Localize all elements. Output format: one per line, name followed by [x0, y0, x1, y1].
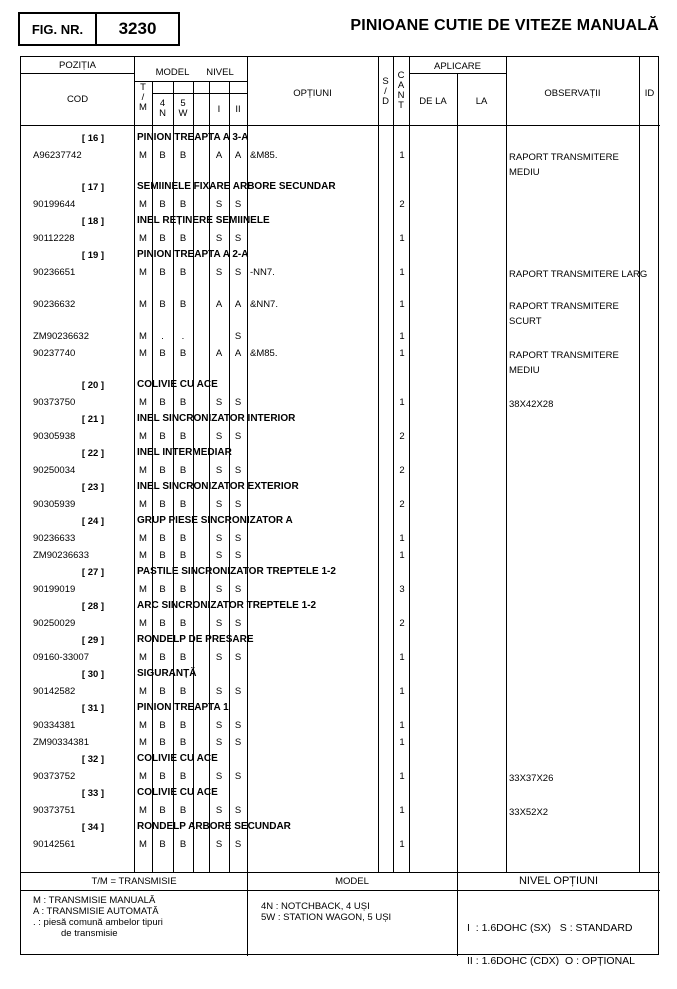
cell-model-5w: B [179, 720, 187, 731]
legend-model-title: MODEL [335, 876, 369, 887]
col-cod: COD [66, 94, 89, 105]
col-pozitia: POZIȚIA [59, 60, 96, 71]
cell-nivel-i: S [215, 199, 223, 210]
cell-quantity: 1 [399, 720, 405, 731]
cell-model-4n: B [159, 805, 166, 816]
table-row [21, 495, 658, 512]
cell-transmission: M [139, 771, 147, 782]
cell-model-5w: B [179, 771, 187, 782]
position-number: [ 19 ] [81, 250, 105, 261]
cell-quantity: 1 [399, 299, 405, 310]
part-description: COLIVIE CU ACE [137, 753, 218, 764]
cell-quantity: 1 [399, 331, 405, 342]
col-nivel: NIVEL [206, 67, 234, 78]
col-de-la: DE LA [419, 96, 447, 107]
cell-transmission: M [139, 431, 147, 442]
cell-nivel-i: S [215, 499, 223, 510]
cell-quantity: 1 [399, 686, 405, 697]
cell-model-4n: B [159, 686, 166, 697]
cell-transmission: M [139, 533, 147, 544]
cell-model-4n: . [161, 331, 164, 342]
cell-quantity: 1 [399, 771, 405, 782]
col-cant: C A N T [397, 70, 405, 111]
table-row [21, 295, 658, 327]
part-code: 90334381 [33, 720, 76, 731]
cell-observations: 38X42X28 [509, 399, 554, 410]
table-row-position [21, 784, 658, 801]
part-description: PASTILE SINCRONIZATOR TREPTELE 1-2 [137, 566, 336, 577]
cell-observations: RAPORT TRANSMITERE LARG [509, 269, 648, 280]
position-number: [ 33 ] [81, 788, 105, 799]
cell-transmission: M [139, 267, 147, 278]
cell-transmission: M [139, 233, 147, 244]
cell-model-5w: B [179, 299, 187, 310]
cell-model-4n: B [159, 150, 166, 161]
cell-model-4n: B [159, 652, 166, 663]
cell-model-5w: B [179, 267, 187, 278]
part-description: RONDELP DE PRESARE [137, 634, 254, 645]
cell-transmission: M [139, 199, 147, 210]
col-aplicare: APLICARE [434, 61, 481, 72]
page-title: PINIOANE CUTIE DE VITEZE MANUALĂ [350, 17, 659, 34]
table-row [21, 733, 658, 750]
cell-quantity: 1 [399, 267, 405, 278]
table-row-position [21, 478, 658, 495]
table-row-position [21, 699, 658, 716]
table-row-position [21, 212, 658, 229]
cell-nivel-i: A [215, 299, 223, 310]
part-description: COLIVIE CU ACE [137, 379, 218, 390]
cell-nivel-ii: A [234, 299, 242, 310]
cell-nivel-ii: S [234, 199, 242, 210]
cell-transmission: M [139, 397, 147, 408]
table-row [21, 229, 658, 246]
position-number: [ 17 ] [81, 182, 105, 193]
part-code: 90250029 [33, 618, 76, 629]
cell-quantity: 1 [399, 397, 405, 408]
part-code: 90373750 [33, 397, 76, 408]
cell-options: -NN7. [250, 267, 275, 278]
cell-nivel-ii: S [234, 465, 242, 476]
cell-nivel-ii: S [234, 397, 242, 408]
position-number: [ 29 ] [81, 635, 105, 646]
figure-number-box [18, 12, 180, 46]
part-code: 90305939 [33, 499, 76, 510]
cell-nivel-ii: S [234, 431, 242, 442]
cell-model-5w: B [179, 199, 187, 210]
part-code: ZM90334381 [33, 737, 89, 748]
figure-number: 3230 [118, 19, 157, 38]
cell-model-5w: B [179, 805, 187, 816]
table-row-position [21, 597, 658, 614]
table-row-position [21, 512, 658, 529]
cell-model-4n: B [159, 550, 166, 561]
cell-model-4n: B [159, 839, 166, 850]
col-id: ID [644, 88, 655, 99]
cell-model-5w: B [179, 499, 187, 510]
part-description: INEL REȚINERE SEMIINELE [137, 215, 270, 226]
part-code: 09160-33007 [33, 652, 89, 663]
table-row-position [21, 563, 658, 580]
part-description: RONDELP ARBORE SECUNDAR [137, 821, 291, 832]
cell-model-4n: B [159, 618, 166, 629]
cell-options: &M85. [250, 348, 278, 359]
cell-transmission: M [139, 465, 147, 476]
col-model-4n: 4 N [159, 98, 166, 119]
cell-nivel-ii: S [234, 533, 242, 544]
table-row [21, 427, 658, 444]
cell-quantity: 2 [399, 465, 405, 476]
cell-quantity: 1 [399, 150, 405, 161]
col-model-5w: 5 W [178, 98, 188, 119]
table-row [21, 682, 658, 699]
cell-model-4n: B [159, 431, 166, 442]
col-nivel-i: I [217, 104, 221, 115]
cell-model-4n: B [159, 499, 166, 510]
cell-nivel-i: A [215, 348, 223, 359]
part-description: ARC SINCRONIZATOR TREPTELE 1-2 [137, 600, 317, 611]
position-number: [ 23 ] [81, 482, 105, 493]
part-description: GRUP PIESE SINCRONIZATOR A [137, 515, 293, 526]
table-row [21, 716, 658, 733]
cell-nivel-i: S [215, 533, 223, 544]
cell-transmission: M [139, 737, 147, 748]
cell-model-5w: B [179, 533, 187, 544]
cell-model-5w: B [179, 431, 187, 442]
part-code: 90250034 [33, 465, 76, 476]
table-row-position [21, 129, 658, 146]
table-row [21, 767, 658, 784]
cell-nivel-i: S [215, 805, 223, 816]
cell-nivel-i: S [215, 720, 223, 731]
part-code: 90199644 [33, 199, 76, 210]
position-number: [ 21 ] [81, 414, 105, 425]
table-row [21, 529, 658, 546]
cell-options: &NN7. [250, 299, 278, 310]
part-description: PINION TREAPTA 1 [137, 702, 229, 713]
table-row-position [21, 376, 658, 393]
cell-nivel-ii: S [234, 618, 242, 629]
cell-model-4n: B [159, 720, 166, 731]
table-row [21, 146, 658, 178]
cell-model-5w: B [179, 150, 187, 161]
table-row [21, 648, 658, 665]
part-description: INEL SINCRONIZATOR INTERIOR [137, 413, 296, 424]
part-code: 90142582 [33, 686, 76, 697]
cell-nivel-ii: S [234, 331, 242, 342]
cell-quantity: 1 [399, 550, 405, 561]
part-description: PINION TREAPTA A 2-A [137, 249, 249, 260]
legend-tm-lines: M : TRANSMISIE MANUALĂ A : TRANSMISIE AUTOMATĂ . : piesă comună ambelor tipuri de transmisie [33, 895, 163, 939]
cell-nivel-i: S [215, 550, 223, 561]
cell-model-5w: B [179, 618, 187, 629]
part-code: ZM90236632 [33, 331, 89, 342]
cell-transmission: M [139, 299, 147, 310]
table-row-position [21, 665, 658, 682]
cell-observations: RAPORT TRANSMITERE MEDIU [509, 350, 619, 376]
part-code: 90236633 [33, 533, 76, 544]
position-number: [ 24 ] [81, 516, 105, 527]
cell-model-5w: B [179, 465, 187, 476]
figure-label: FIG. NR. [20, 14, 97, 44]
table-row [21, 344, 658, 376]
cell-transmission: M [139, 499, 147, 510]
table-row [21, 195, 658, 212]
cell-nivel-i: S [215, 618, 223, 629]
cell-transmission: M [139, 805, 147, 816]
position-number: [ 20 ] [81, 380, 105, 391]
cell-quantity: 1 [399, 348, 405, 359]
legend-nivel-lines: I : 1.6DOHC (SX) S : STANDARD II : 1.6DOHC (CDX) O : OPȚIONAL [467, 922, 636, 967]
cell-model-4n: B [159, 348, 166, 359]
position-number: [ 34 ] [81, 822, 105, 833]
legend-tm-title: T/M = TRANSMISIE [91, 876, 177, 887]
part-code: A96237742 [33, 150, 82, 161]
cell-quantity: 1 [399, 805, 405, 816]
cell-nivel-ii: A [234, 150, 242, 161]
part-description: INEL SINCRONIZATOR EXTERIOR [137, 481, 299, 492]
part-code: 90237740 [33, 348, 76, 359]
cell-transmission: M [139, 150, 147, 161]
position-number: [ 28 ] [81, 601, 105, 612]
cell-nivel-i: S [215, 771, 223, 782]
cell-model-4n: B [159, 771, 166, 782]
cell-nivel-i: S [215, 267, 223, 278]
table-row-position [21, 631, 658, 648]
cell-nivel-ii: S [234, 584, 242, 595]
cell-model-4n: B [159, 267, 166, 278]
table-row-position [21, 750, 658, 767]
position-number: [ 30 ] [81, 669, 105, 680]
cell-observations: RAPORT TRANSMITERE MEDIU [509, 152, 619, 178]
parts-table [20, 56, 659, 967]
table-row-position [21, 818, 658, 835]
cell-nivel-i: S [215, 686, 223, 697]
position-number: [ 18 ] [81, 216, 105, 227]
position-number: [ 31 ] [81, 703, 105, 714]
cell-nivel-ii: S [234, 771, 242, 782]
col-sd: S / D [382, 76, 389, 107]
table-row [21, 327, 658, 344]
cell-model-4n: B [159, 199, 166, 210]
part-code: 90112228 [33, 233, 75, 244]
part-code: 90373752 [33, 771, 76, 782]
cell-quantity: 1 [399, 839, 405, 850]
cell-observations: RAPORT TRANSMITERE SCURT [509, 301, 619, 327]
cell-model-5w: B [179, 233, 187, 244]
cell-quantity: 3 [399, 584, 405, 595]
cell-transmission: M [139, 550, 147, 561]
part-description: INEL INTERMEDIAR [137, 447, 232, 458]
col-optiuni: OPȚIUNI [293, 88, 332, 99]
cell-observations: 33X37X26 [509, 773, 554, 784]
part-code: 90236651 [33, 267, 76, 278]
table-row [21, 835, 658, 852]
cell-nivel-ii: S [234, 233, 242, 244]
cell-model-5w: B [179, 686, 187, 697]
cell-model-5w: B [179, 839, 187, 850]
legend-model-lines: 4N : NOTCHBACK, 4 UȘI 5W : STATION WAGON, 5 UȘI [261, 901, 392, 923]
cell-model-4n: B [159, 299, 166, 310]
position-number: [ 32 ] [81, 754, 105, 765]
cell-quantity: 1 [399, 533, 405, 544]
cell-model-4n: B [159, 533, 166, 544]
table-row [21, 461, 658, 478]
col-model: MODEL [155, 67, 190, 78]
part-code: 90142561 [33, 839, 76, 850]
col-observatii: OBSERVAȚII [544, 88, 601, 99]
position-number: [ 27 ] [81, 567, 105, 578]
part-description: SEMIINELE FIXARE ARBORE SECUNDAR [137, 181, 336, 192]
cell-model-4n: B [159, 397, 166, 408]
cell-transmission: M [139, 618, 147, 629]
cell-model-4n: B [159, 584, 166, 595]
col-nivel-ii: II [235, 104, 241, 115]
part-code: 90373751 [33, 805, 76, 816]
cell-model-5w: B [179, 397, 187, 408]
cell-model-5w: B [179, 348, 187, 359]
cell-nivel-ii: S [234, 805, 242, 816]
cell-nivel-i: S [215, 465, 223, 476]
cell-nivel-ii: S [234, 720, 242, 731]
cell-model-4n: B [159, 465, 166, 476]
cell-nivel-i: S [215, 397, 223, 408]
table-row [21, 393, 658, 410]
cell-nivel-ii: S [234, 499, 242, 510]
cell-model-5w: B [179, 550, 187, 561]
cell-quantity: 2 [399, 618, 405, 629]
cell-nivel-i: S [215, 233, 223, 244]
cell-quantity: 1 [399, 233, 405, 244]
cell-transmission: M [139, 584, 147, 595]
cell-model-4n: B [159, 737, 166, 748]
cell-transmission: M [139, 686, 147, 697]
cell-options: &M85. [250, 150, 278, 161]
table-row [21, 801, 658, 818]
cell-nivel-i: S [215, 584, 223, 595]
cell-nivel-i: S [215, 431, 223, 442]
cell-nivel-ii: A [234, 348, 242, 359]
cell-quantity: 1 [399, 737, 405, 748]
part-description: PINION TREAPTA A 3-A [137, 132, 249, 143]
legend-nivel-title: NIVEL OPȚIUNI [518, 875, 599, 887]
cell-quantity: 1 [399, 652, 405, 663]
cell-quantity: 2 [399, 499, 405, 510]
cell-nivel-ii: S [234, 686, 242, 697]
cell-nivel-ii: S [234, 652, 242, 663]
table-row-position [21, 410, 658, 427]
cell-model-5w: B [179, 584, 187, 595]
cell-transmission: M [139, 652, 147, 663]
cell-nivel-i: S [215, 652, 223, 663]
part-description: SIGURANȚĂ [137, 668, 197, 679]
table-row [21, 546, 658, 563]
table-row-position [21, 246, 658, 263]
cell-transmission: M [139, 331, 147, 342]
col-t: T / M [139, 82, 147, 113]
cell-transmission: M [139, 348, 147, 359]
cell-model-5w: B [179, 737, 187, 748]
cell-model-4n: B [159, 233, 166, 244]
part-description: COLIVIE CU ACE [137, 787, 218, 798]
cell-transmission: M [139, 839, 147, 850]
cell-nivel-ii: S [234, 550, 242, 561]
part-code: ZM90236633 [33, 550, 89, 561]
table-row [21, 263, 658, 280]
cell-nivel-ii: S [234, 267, 242, 278]
position-number: [ 16 ] [81, 133, 105, 144]
position-number: [ 22 ] [81, 448, 105, 459]
cell-nivel-i: S [215, 839, 223, 850]
cell-quantity: 2 [399, 199, 405, 210]
cell-nivel-i: S [215, 737, 223, 748]
cell-transmission: M [139, 720, 147, 731]
cell-observations: 33X52X2 [509, 807, 549, 818]
col-la: LA [475, 96, 488, 107]
part-code: 90199019 [33, 584, 76, 595]
cell-nivel-ii: S [234, 839, 242, 850]
part-code: 90236632 [33, 299, 76, 310]
table-row [21, 614, 658, 631]
table-row-position [21, 444, 658, 461]
cell-nivel-ii: S [234, 737, 242, 748]
cell-nivel-i: A [215, 150, 223, 161]
cell-model-5w: . [181, 331, 185, 342]
cell-model-5w: B [179, 652, 187, 663]
table-row [21, 580, 658, 597]
cell-quantity: 2 [399, 431, 405, 442]
part-code: 90305938 [33, 431, 76, 442]
table-row-position [21, 178, 658, 195]
